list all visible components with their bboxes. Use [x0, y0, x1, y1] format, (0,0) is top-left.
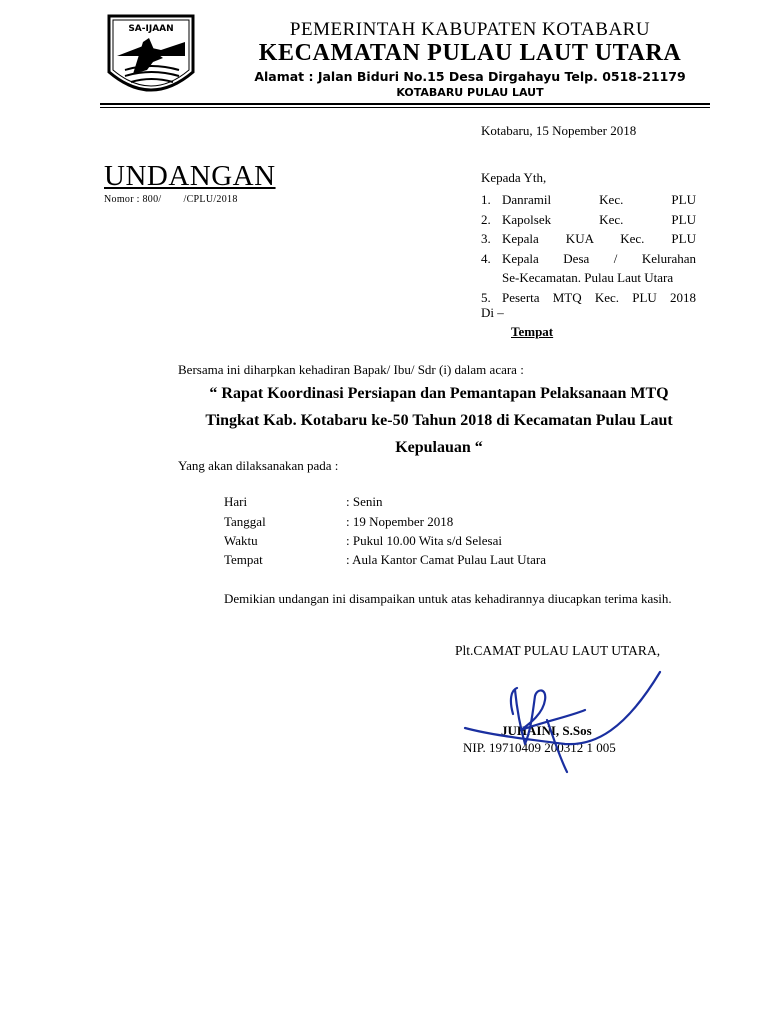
event-title-line: “ Rapat Koordinasi Persiapan dan Pemantapan Pelaksanaan MTQ	[209, 385, 669, 402]
letterhead-government: PEMERINTAH KABUPATEN KOTABARU	[289, 19, 651, 40]
detail-label-day: Hari	[224, 494, 248, 509]
item-text: Kapolsek Kec. PLU	[502, 211, 696, 227]
closing-text: Demikian undangan ini disampaikan untuk atas kehadirannya diucapkan terima kasih.	[224, 591, 672, 606]
letter-number-prefix: Nomor : 800/	[104, 194, 162, 205]
signatory-position: Plt.CAMAT PULAU LAUT UTARA,	[455, 643, 661, 658]
item-number: 4.	[481, 250, 491, 266]
letterhead-rule-thick	[100, 103, 710, 105]
letterhead-address: Alamat : Jalan Biduri No.15 Desa Dirgahayu Telp. 0518-21179	[254, 69, 686, 84]
item-text: Kepala KUA Kec. PLU	[502, 231, 696, 246]
item-number: 2.	[481, 211, 491, 227]
detail-value-venue: : Aula Kantor Camat Pulau Laut Utara	[346, 552, 547, 567]
place-date: Kotabaru, 15 Nopember 2018	[481, 123, 637, 138]
list-item	[481, 210, 696, 230]
intro-text: Bersama ini diharpkan kehadiran Bapak/ Ibu/ Sdr (i) dalam acara :	[178, 362, 524, 377]
item-text: Danramil Kec. PLU	[502, 192, 696, 207]
handwritten-signature	[455, 660, 685, 780]
list-item	[481, 229, 696, 249]
letter-number-suffix: /CPLU/2018	[183, 194, 238, 205]
letterhead-district: KECAMATAN PULAU LAUT UTARA	[258, 40, 682, 66]
item-number: 3.	[481, 231, 491, 246]
event-title	[178, 380, 700, 461]
event-title-line: Tingkat Kab. Kotabaru ke-50 Tahun 2018 di Kecamatan Pulau Laut	[205, 412, 673, 429]
recipient-place: Tempat	[511, 324, 554, 339]
item-text-continued: Se-Kecamatan. Pulau Laut Utara	[502, 270, 674, 285]
signatory-name: JUHAINI, S.Sos	[501, 723, 592, 738]
regency-emblem	[103, 12, 199, 100]
letterhead-city: KOTABARU PULAU LAUT	[396, 86, 544, 99]
list-item	[481, 190, 696, 210]
letter-title: UNDANGAN	[104, 160, 276, 192]
letterhead-rule-thin	[100, 107, 710, 108]
detail-label-venue: Tempat	[224, 552, 263, 567]
signatory-nip: NIP. 19710409 200312 1 005	[463, 740, 616, 755]
item-number: 1.	[481, 192, 491, 207]
detail-value-day: : Senin	[346, 494, 383, 509]
list-item	[481, 288, 696, 308]
detail-value-time: : Pukul 10.00 Wita s/d Selesai	[346, 533, 502, 548]
detail-value-date: : 19 Nopember 2018	[346, 514, 454, 529]
emblem-text: SA-IJAAN	[128, 24, 174, 34]
item-text: Peserta MTQ Kec. PLU 2018	[502, 289, 696, 305]
recipient-list	[481, 190, 696, 307]
letter-number	[104, 194, 238, 205]
item-text: Kepala Desa / Kelurahan	[502, 250, 696, 266]
recipient-di: Di –	[481, 305, 504, 320]
detail-label-time: Waktu	[224, 533, 258, 548]
recipient-greeting: Kepada Yth,	[481, 170, 547, 185]
item-number: 5.	[481, 289, 491, 305]
detail-label-date: Tanggal	[224, 514, 266, 529]
event-title-line: Kepulauan “	[395, 439, 483, 456]
list-item	[481, 249, 696, 288]
schedule-intro: Yang akan dilaksanakan pada :	[178, 458, 339, 473]
